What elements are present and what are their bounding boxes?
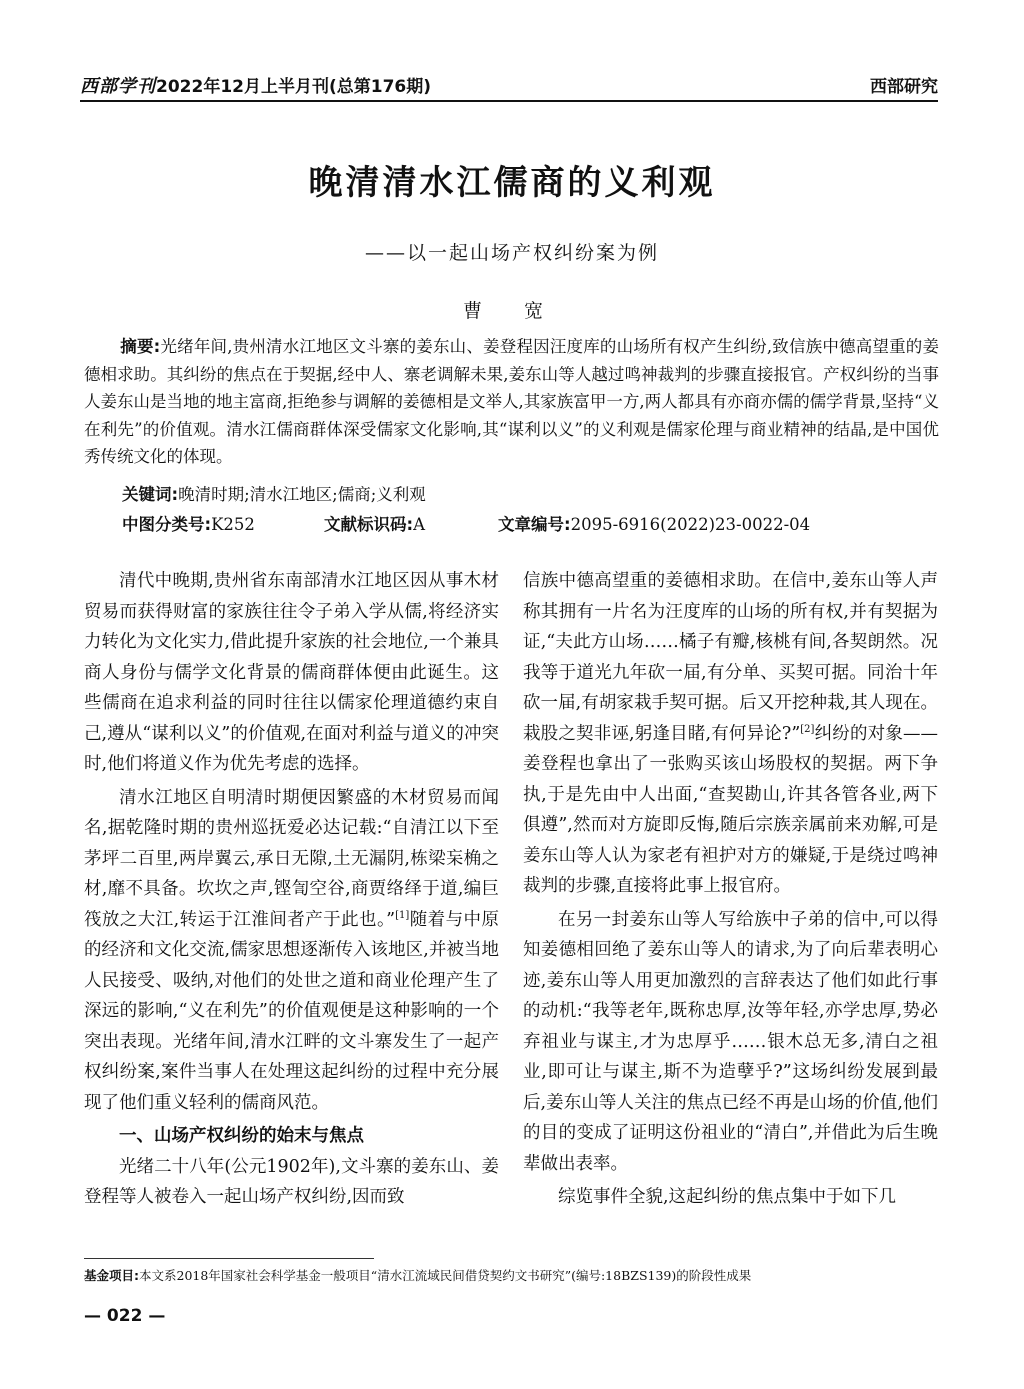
- body-paragraph: [84, 783, 499, 1119]
- journal-logo: 西部学刊: [80, 76, 156, 97]
- body-column-right: [523, 566, 938, 1216]
- keywords-label: 关键词:: [122, 485, 179, 504]
- article-subtitle: ——以一起山场产权纠纷案为例: [364, 242, 659, 264]
- body-paragraph: 综览事件全貌,这起纠纷的焦点集中于如下几: [558, 1187, 897, 1207]
- abstract-label: 摘要:: [120, 337, 161, 356]
- body-paragraph: 在另一封姜东山等人写给族中子弟的信中,可以得知姜德相回绝了姜东山等人的请求,为了向后辈表明心迹,姜东山等人用更加激烈的言辞表达了他们如此行事的动机:“我等老年,既称忠厚,汝等年轻,亦学忠厚,势必弃祖业与谋主,才为忠厚乎……银木总无多,清白之祖业,即可让与谋主,斯不为造孽乎?”这场纠纷发展到最后,姜东山等人关注的焦点已经不再是山场的价值,他们的目的变成了证明这份祖业的“清白”,并借此为后生晚辈做出表率。: [523, 909, 938, 1174]
- header-journal-info: [80, 72, 431, 98]
- citation-ref-1[interactable]: [1]: [395, 909, 410, 921]
- section-heading-1: 一、山场产权纠纷的始末与焦点: [119, 1126, 364, 1146]
- body-paragraph: [523, 566, 938, 902]
- funding-footnote: [84, 1266, 944, 1284]
- article-title: 晚清清水江儒商的义利观: [308, 163, 716, 203]
- citation-ref-2[interactable]: [2]: [800, 723, 815, 735]
- doc-label: 文献标识码:: [324, 515, 414, 534]
- article-number: [498, 511, 810, 535]
- abstract: [84, 333, 939, 471]
- footnote-label: 基金项目:: [84, 1268, 139, 1283]
- section-name: 西部研究: [870, 77, 938, 97]
- footnote-text: 本文系2018年国家社会科学基金一般项目“清水江流域民间借贷契约文书研究”(编号:18BZS139)的阶段性成果: [139, 1268, 752, 1283]
- art-value: 2095-6916(2022)23-0022-04: [570, 515, 811, 534]
- paragraph-text: 清水江地区自明清时期便因繁盛的木材贸易而闻名,据乾隆时期的贵州巡抚爱必达记载:“自清江以下至茅坪二百里,两岸翼云,承日无隙,土无漏阴,栋梁杗桷之材,靡不具备。坎坎之声,铿訇空谷,商贾络绎于道,编巨筏放之大江,转运于江淮间者产于此也。”: [84, 787, 499, 930]
- footnote-divider: [84, 1258, 374, 1259]
- clc-label: 中图分类号:: [122, 515, 212, 534]
- keywords: [122, 481, 426, 505]
- doc-value: A: [413, 515, 426, 534]
- paragraph-text: 纠纷的对象——姜登程也拿出了一张购买该山场股权的契据。两下争执,于是先由中人出面,“查契勘山,许其各管各业,两下俱遵”,然而对方旋即反悔,随后宗族亲属前来劝解,可是姜东山等人认为家老有袒护对方的嫌疑,于是绕过鸣神裁判的步骤,直接将此事上报官府。: [523, 723, 938, 896]
- doc-code: [324, 511, 425, 535]
- paragraph-text: 信族中德高望重的姜德相求助。在信中,姜东山等人声称其拥有一片名为汪度库的山场的所有权,并有契据为证,“夫此方山场……橘子有瓣,核桃有间,各契朗然。况我等于道光九年砍一届,有分单、买契可据。同治十年砍一届,有胡家栽手契可据。后又开挖种栽,其人现在。栽股之契非诬,躬逢目睹,有何异论?”: [523, 571, 938, 744]
- keywords-text: 晚清时期;清水江地区;儒商;义利观: [178, 485, 426, 504]
- clc-code: [122, 511, 255, 535]
- author-name: 曹 宽: [462, 300, 562, 322]
- issue-info: 2022年12月上半月刊(总第176期): [156, 77, 431, 97]
- body-paragraph: 清代中晚期,贵州省东南部清水江地区因从事木材贸易而获得财富的家族往往令子弟入学从儒,将经济实力转化为文化实力,借此提升家族的社会地位,一个兼具商人身份与儒学文化背景的儒商群体便由此诞生。这些儒商在追求利益的同时往往以儒家伦理道德约束自己,遵从“谋利以义”的价值观,在面对利益与道义的冲突时,他们将道义作为优先考虑的选择。: [84, 571, 499, 774]
- art-label: 文章编号:: [498, 515, 571, 534]
- abstract-text: 光绪年间,贵州清水江地区文斗寨的姜东山、姜登程因汪度库的山场所有权产生纠纷,致信族中德高望重的姜德相求助。其纠纷的焦点在于契据,经中人、寨老调解未果,姜东山等人越过鸣神裁判的步骤直接报官。产权纠纷的当事人姜东山是当地的地主富商,拒绝参与调解的姜德相是文举人,其家族富甲一方,两人都具有亦商亦儒的儒学背景,坚持“义在利先”的价值观。清水江儒商群体深受儒家文化影响,其“谋利以义”的义利观是儒家伦理与商业精神的结晶,是中国优秀传统文化的体现。: [84, 337, 939, 466]
- running-header: [80, 66, 938, 102]
- body-paragraph: 光绪二十八年(公元1902年),文斗寨的姜东山、姜登程等人被卷入一起山场产权纠纷,因而致: [84, 1156, 499, 1207]
- page-number: — 022 —: [84, 1306, 166, 1326]
- body-column-left: [84, 566, 499, 1216]
- clc-value: K252: [211, 515, 255, 534]
- paragraph-text: 随着与中原的经济和文化交流,儒家思想逐渐传入该地区,并被当地人民接受、吸纳,对他们的处世之道和商业伦理产生了深远的影响,“义在利先”的价值观便是这种影响的一个突出表现。光绪年间,清水江畔的文斗寨发生了一起产权纠纷案,案件当事人在处理这起纠纷的过程中充分展现了他们重义轻利的儒商风范。: [84, 909, 499, 1113]
